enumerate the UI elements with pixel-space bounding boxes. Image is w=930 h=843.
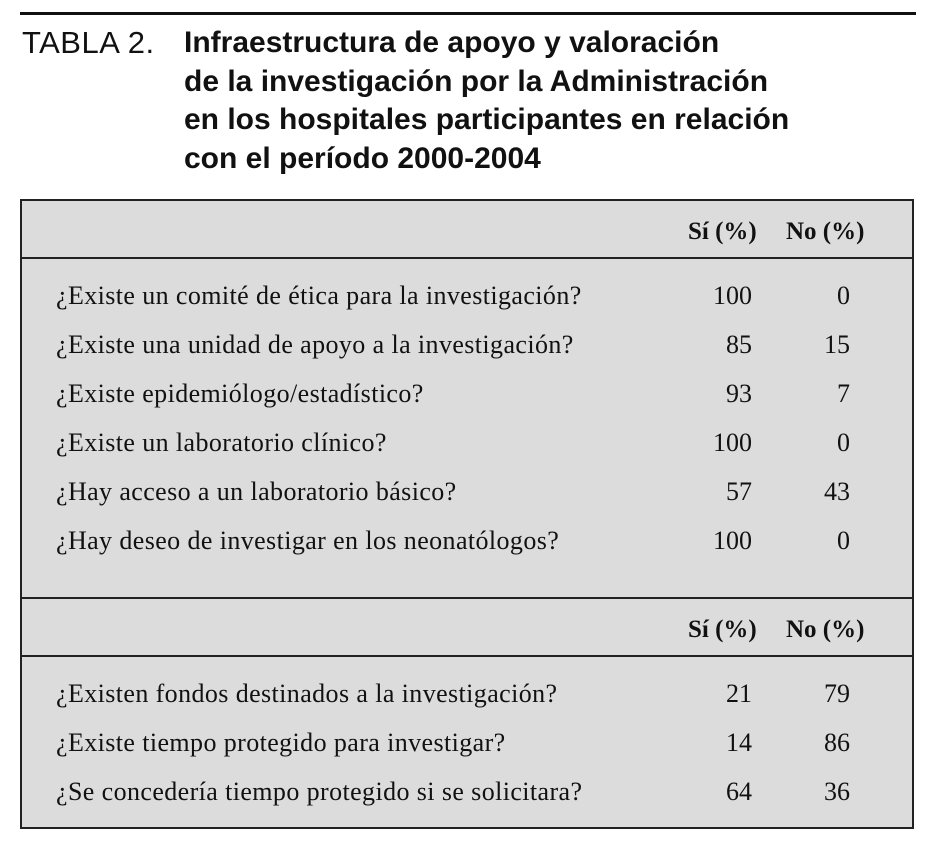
si-cell: 57 [726, 477, 752, 506]
table-row [22, 723, 912, 772]
table-title [184, 24, 904, 178]
table-caption [22, 24, 912, 184]
si-cell: 100 [713, 428, 752, 457]
question-cell: ¿Hay acceso a un laboratorio básico? [56, 477, 457, 506]
column-header-no: No (%) [786, 218, 865, 245]
si-cell: 21 [726, 679, 752, 708]
table-title-line: Infraestructura de apoyo y valoración [184, 26, 720, 59]
question-cell: ¿Existe una unidad de apoyo a la investigación? [56, 330, 574, 359]
si-cell: 85 [726, 330, 752, 359]
no-cell: 7 [837, 379, 850, 408]
si-cell: 100 [713, 526, 752, 555]
header-divider [22, 257, 912, 259]
no-cell: 0 [837, 428, 850, 457]
header-divider [22, 655, 912, 657]
no-cell: 0 [837, 281, 850, 310]
column-header-no: No (%) [786, 616, 865, 643]
table-row [22, 325, 912, 374]
si-cell: 14 [726, 728, 752, 757]
table-section-funding [22, 599, 912, 829]
no-cell: 36 [824, 777, 850, 806]
no-cell: 15 [824, 330, 850, 359]
no-cell: 0 [837, 526, 850, 555]
no-cell: 86 [824, 728, 850, 757]
column-header-si: Sí (%) [688, 616, 757, 643]
question-cell: ¿Existen fondos destinados a la investigación? [56, 679, 558, 708]
table-title-line: en los hospitales participantes en relación [184, 103, 790, 136]
question-cell: ¿Existe un comité de ética para la investigación? [56, 281, 582, 310]
table-header-row [22, 599, 912, 657]
table-row [22, 276, 912, 325]
table-title-line: con el período 2000-2004 [184, 141, 541, 175]
si-cell: 93 [726, 379, 752, 408]
table-row [22, 423, 912, 472]
table-row [22, 374, 912, 423]
si-cell: 64 [726, 777, 752, 806]
table-section-infrastructure [22, 201, 912, 599]
table-row [22, 772, 912, 821]
si-cell: 100 [713, 281, 752, 310]
table-row [22, 674, 912, 723]
question-cell: ¿Existe un laboratorio clínico? [56, 428, 387, 457]
table-row [22, 472, 912, 521]
question-cell: ¿Existe epidemiólogo/estadístico? [56, 379, 424, 408]
table-number-label: TABLA 2. [22, 25, 155, 60]
question-cell: ¿Se concedería tiempo protegido si se solicitara? [56, 777, 583, 806]
top-rule [20, 12, 916, 15]
question-cell: ¿Hay deseo de investigar en los neonatólogos? [56, 526, 560, 555]
table-row [22, 521, 912, 570]
no-cell: 43 [824, 477, 850, 506]
table-title-line: de la investigación por la Administración [184, 64, 769, 98]
table-header-row [22, 201, 912, 259]
column-header-si: Sí (%) [688, 218, 757, 245]
data-table [20, 199, 914, 829]
question-cell: ¿Existe tiempo protegido para investigar? [56, 728, 506, 757]
no-cell: 79 [824, 679, 850, 708]
